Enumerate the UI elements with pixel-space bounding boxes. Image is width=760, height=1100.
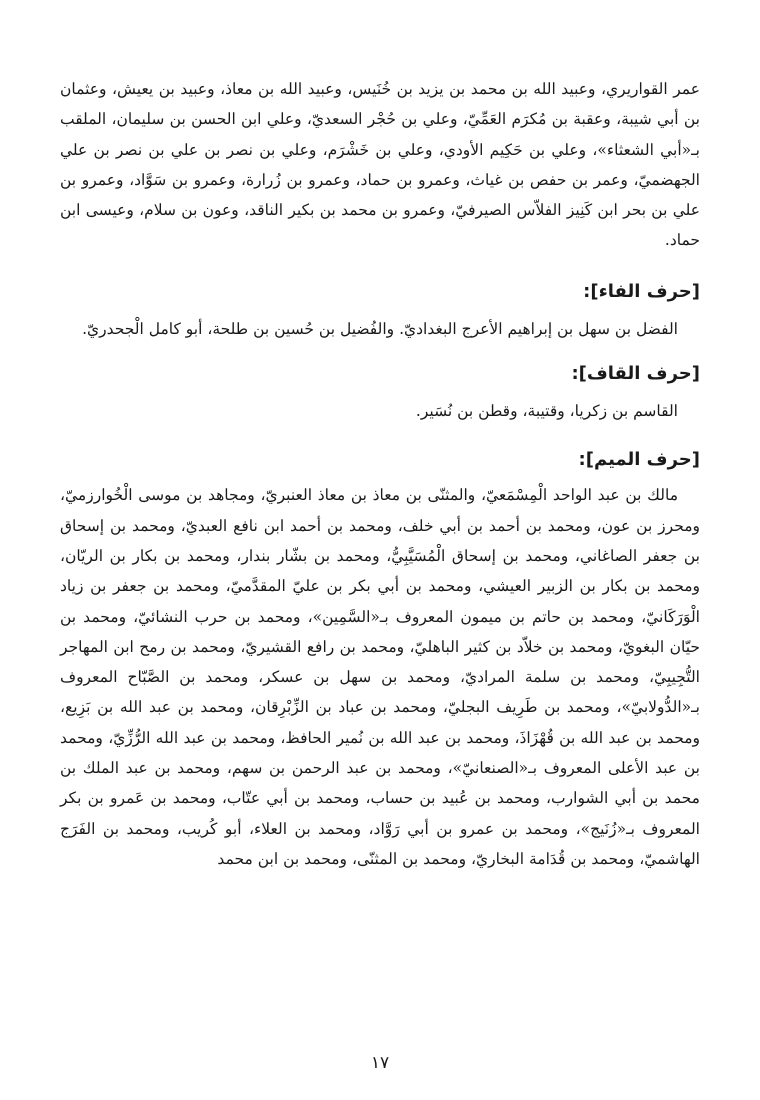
section-text-qaf: القاسم بن زكريا، وقتيبة، وقطن بن نُسَير. xyxy=(415,402,678,421)
section-heading-faa: [حرف الفاء]: xyxy=(583,280,700,302)
section-heading-meem: [حرف الميم]: xyxy=(578,449,700,471)
section-text-meem: مالك بن عبد الواحد الْمِسْمَعيّ، والمثنّى بن معاذ بن معاذ العنبريّ، ومجاهد بن موسى الْخُوارزميّ، ومحرز بن عون، ومحمد بن أحمد بن أبي خلف، ومحمد بن أحمد ابن نافع العبديّ، ومحمد بن إسحاق بن جعفر الصاغاني، ومحمد بن إسحاق الْمُسَيَّبِيُّ، ومحمد بن بشّار بندار، ومحمد بن بكار بن الريّان، ومحمد بن بكار بن الزبير العيشي، ومحمد بن أبي بكر بن عليّ المقدَّميّ، ومحمد بن جعفر بن زياد الْوَرَكَانيّ، ومحمد بن حاتم بن ميمون المعروف بـ«السَّمِين»، ومحمد بن حرب النشائيّ، ومحمد بن حيّان البغويّ، ومحمد بن خلاّد بن كثير الباهليّ، ومحمد بن رافع القشيريّ، ومحمد بن رمح ابن المهاجر التُّجِيبِيّ، ومحمد بن سلمة المراديّ، ومحمد بن سهل بن عسكر، ومحمد بن الصَّبّاح المعروف بـ«الدُّولابيّ»، ومحمد بن طَرِيف البجليّ، ومحمد بن عباد بن الزِّبْرِقان، ومحمد بن عبد الله بن بَزِيع، ومحمد بن عبد الله بن قُهْزَاذَ، ومحمد بن عبد الله بن نُمير الحافظ، ومحمد بن عبد الله الرُّزِّيّ، ومحمد بن عبد الأعلى المعروف بـ«الصنعانيّ»، ومحمد بن عبد الرحمن بن سهم، ومحمد بن عبد الملك بن محمد بن أبي الشوارب، ومحمد بن عُبيد بن حساب، ومحمد بن أبي عتّاب، ومحمد بن عَمرو بن بكر المعروف بـ«زُنَيج»، ومحمد بن عمرو بن أبي رَوَّاد، ومحمد بن العلاء، أبو كُريب، ومحمد بن الفَرَج الهاشميّ، ومحمد بن قُدَامة البخاريّ، ومحمد بن المثنّى، ومحمد بن ابن محمد xyxy=(60,486,700,868)
section-heading-qaf: [حرف القاف]: xyxy=(571,363,700,385)
intro-paragraph: عمر القواريري، وعبيد الله بن محمد بن يزيد بن خُنَيس، وعبيد الله بن معاذ، وعبيد بن يعيش، وعثمان بن أبي شيبة، وعقبة بن مُكرَم العَمِّيّ، وعلي بن حُجْر السعديّ، وعلي ابن الحسن بن سليمان، الملقب بـ«أبي الشعثاء»، وعلي بن حَكِيم الأودي، وعلي بن خَشْرَم، وعلي بن نصر بن علي بن نصر بن علي الجهضميّ، وعمر بن حفص بن غياث، وعمرو بن حماد، وعمرو بن زُرارة، وعمرو بن سَوَّاد، وعمرو بن علي بن بحر ابن كَنِيز الفلاّس الصيرفيّ، وعمرو بن محمد بن بكير الناقد، وعون بن سلام، وعيسى ابن حماد. xyxy=(60,80,700,250)
section-text-faa: الفضل بن سهل بن إبراهيم الأعرج البغداديّ. والفُضيل بن حُسين بن طلحة، أبو كامل الْجحدريّ. xyxy=(82,319,678,338)
page-number: ١٧ xyxy=(370,1053,390,1073)
